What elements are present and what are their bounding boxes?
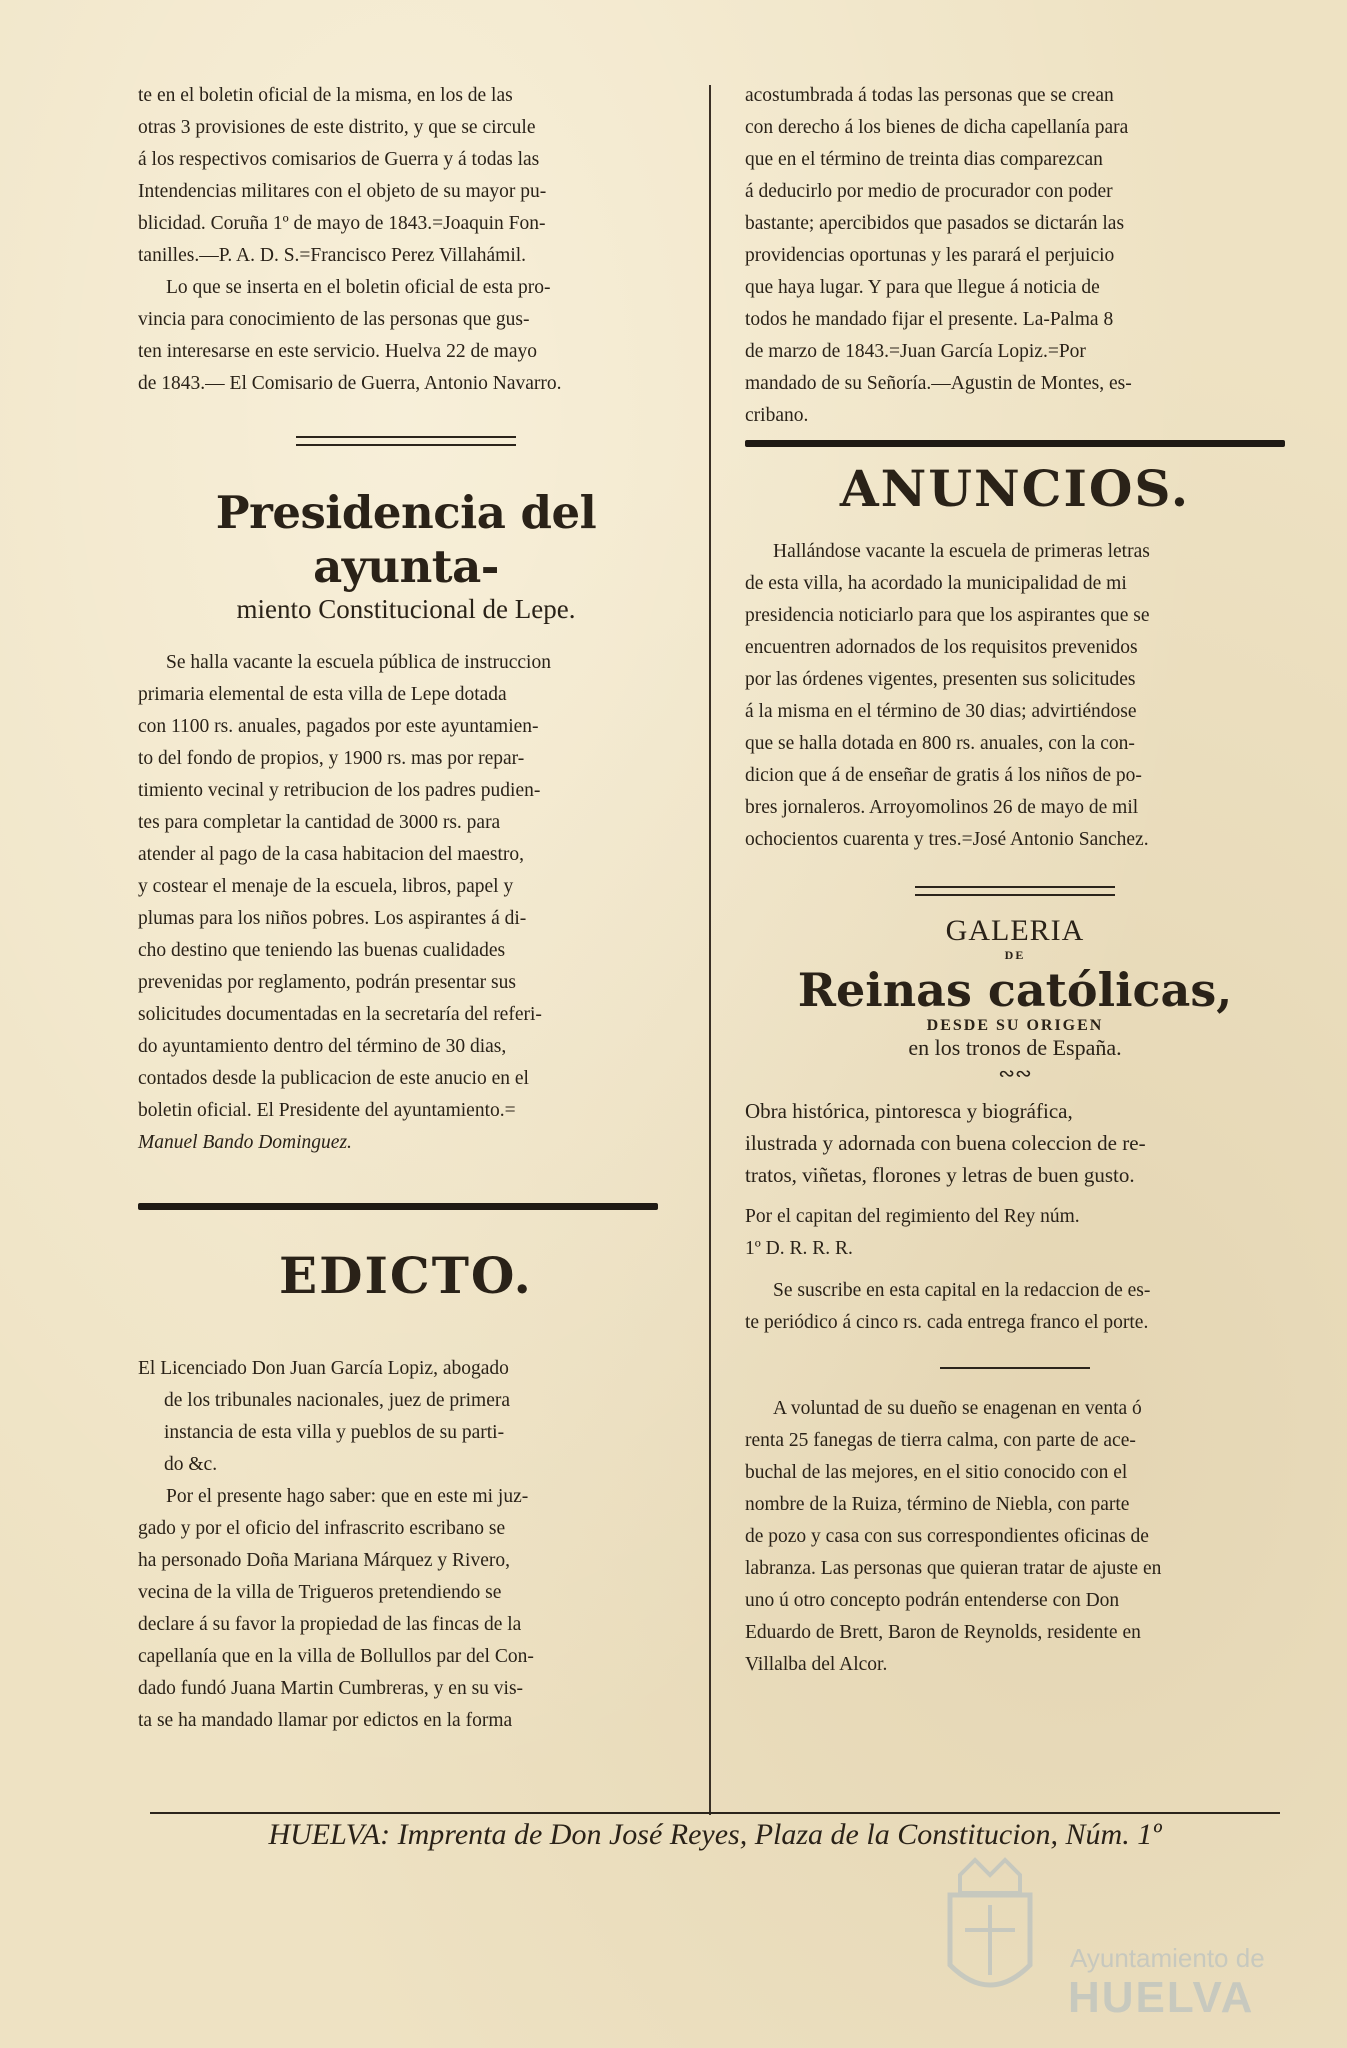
anuncios-heading: ANUNCIOS. [839, 459, 1191, 518]
left-column [138, 80, 674, 1737]
top-notice [138, 80, 674, 400]
text-line: bastante; apercibidos que pasados se dictarán las [745, 213, 1125, 234]
text-line: capellanía que en la villa de Bollullos par del Con- [138, 1646, 534, 1667]
text-line: que haya lugar. Y para que llegue á noticia de [745, 277, 1100, 298]
text-line: Se halla vacante la escuela pública de instruccion [166, 652, 551, 673]
flourish-ornament: ∾∾ [998, 1061, 1032, 1085]
text-line: dado fundó Juana Martin Cumbreras, y en su vis- [138, 1678, 524, 1699]
text-line: de 1843.— El Comisario de Guerra, Antonio Navarro. [138, 373, 562, 394]
text-line: cribano. [745, 405, 809, 426]
text-line: otras 3 provisiones de este distrito, y que se circule [138, 117, 536, 138]
text-line: ha personado Doña Mariana Márquez y Rivero, [138, 1550, 510, 1571]
text-line: que en el término de treinta dias comparezcan [745, 149, 1103, 170]
text-line: ten interesarse en este servicio. Huelva 22 de mayo [138, 341, 538, 362]
text-line: El Licenciado Don Juan García Lopiz, abogado [138, 1358, 509, 1379]
watermark-line2: HUELVA [1068, 1973, 1255, 2022]
text-line: Obra histórica, pintoresca y biográfica, [745, 1099, 1073, 1123]
text-line: de marzo de 1843.=Juan García Lopiz.=Por [745, 341, 1086, 362]
text-line: solicitudes documentadas en la secretaría del referi- [138, 1004, 542, 1025]
text-line: uno ú otro concepto podrán entenderse con Don [745, 1590, 1120, 1611]
text-line: acostumbrada á todas las personas que se crean [745, 85, 1114, 106]
text-line: timiento vecinal y retribucion de los padres pudien- [138, 780, 541, 801]
galeria-desde: DESDE SU ORIGEN [926, 1017, 1104, 1034]
coat-of-arms-icon [930, 1855, 1050, 2025]
section-divider [745, 440, 1285, 447]
text-line: do ayuntamiento dentro del término de 30 dias, [138, 1036, 507, 1057]
text-line: blicidad. Coruña 1º de mayo de 1843.=Joaquin Fon- [138, 213, 546, 234]
text-line: de pozo y casa con sus correspondientes oficinas de [745, 1526, 1149, 1547]
galeria-title: GALERIA [945, 914, 1085, 947]
text-line: contados desde la publicacion de este anucio en el [138, 1068, 529, 1089]
text-line: plumas para los niños pobres. Los aspirantes á di- [138, 908, 527, 929]
text-line: Por el presente hago saber: que en este mi juz- [166, 1486, 529, 1507]
edicto-continuation [745, 80, 1285, 432]
right-column [745, 80, 1285, 1681]
text-line: to del fondo de propios, y 1900 rs. mas por repar- [138, 748, 525, 769]
text-line: á deducirlo por medio de procurador con poder [745, 181, 1113, 202]
text-line: tratos, viñetas, florones y letras de buen gusto. [745, 1163, 1135, 1187]
presidencia-body [138, 647, 674, 1159]
text-line: providencias oportunas y les parará el perjuicio [745, 245, 1115, 266]
galeria-de: DE [1004, 948, 1026, 962]
text-line: vincia para conocimiento de las personas que gus- [138, 309, 530, 330]
venta-notice [745, 1393, 1285, 1681]
text-line: por las órdenes vigentes, presenten sus solicitudes [745, 669, 1136, 690]
presidencia-heading: Presidencia del ayunta- [215, 486, 597, 593]
text-line: Por el capitan del regimiento del Rey núm. [745, 1206, 1080, 1227]
text-line: y costear el menaje de la escuela, libros, papel y [138, 876, 514, 897]
text-line: prevenidas por reglamento, podrán presentar sus [138, 972, 516, 993]
text-line: primaria elemental de esta villa de Lepe dotada [138, 684, 507, 705]
text-line: ilustrada y adornada con buena coleccion de re- [745, 1131, 1146, 1155]
text-line: cho destino que teniendo las buenas cualidades [138, 940, 506, 961]
text-line: Eduardo de Brett, Baron de Reynolds, residente en [745, 1622, 1141, 1643]
text-line: ochocientos cuarenta y tres.=José Antonio Sanchez. [745, 829, 1149, 850]
text-line: con derecho á los bienes de dicha capellanía para [745, 117, 1129, 138]
text-line: presidencia noticiarlo para que los aspirantes que se [745, 605, 1150, 626]
text-line: gado y por el oficio del infrascrito escribano se [138, 1518, 506, 1539]
text-line: Intendencias militares con el objeto de su mayor pu- [138, 181, 547, 202]
text-line: Se suscribe en esta capital en la redaccion de es- [773, 1280, 1151, 1301]
text-line: que se halla dotada en 800 rs. anuales, con la con- [745, 733, 1135, 754]
edicto-heading: EDICTO. [279, 1246, 533, 1305]
text-line: ta se ha mandado llamar por edictos en la forma [138, 1710, 513, 1731]
text-line: renta 25 fanegas de tierra calma, con parte de ace- [745, 1430, 1136, 1451]
column-divider [709, 85, 711, 1815]
text-line: de los tribunales nacionales, juez de primera [164, 1390, 510, 1411]
edicto-body [138, 1481, 674, 1737]
text-line: dicion que á de enseñar de gratis á los niños de po- [745, 765, 1142, 786]
text-line: A voluntad de su dueño se enagenan en venta ó [773, 1398, 1142, 1419]
text-line: vecina de la villa de Trigueros pretendiendo se [138, 1582, 502, 1603]
anuncios-body [745, 536, 1285, 856]
text-line: de esta villa, ha acordado la municipalidad de mi [745, 573, 1127, 594]
text-line: á los respectivos comisarios de Guerra y á todas las [138, 149, 540, 170]
text-line: encuentren adornados de los requisitos prevenidos [745, 637, 1138, 658]
edicto-intro [138, 1353, 674, 1481]
galeria-advert [745, 914, 1285, 1339]
presidencia-subheading: miento Constitucional de Lepe. [236, 594, 576, 624]
text-line: instancia de esta villa y pueblos de su parti- [164, 1422, 505, 1443]
text-line: te en el boletin oficial de la misma, en los de las [138, 85, 513, 106]
text-line: declare á su favor la propiedad de las fincas de la [138, 1614, 522, 1635]
text-line: bres jornaleros. Arroyomolinos 26 de mayo de mil [745, 797, 1139, 818]
text-line: atender al pago de la casa habitacion del maestro, [138, 844, 525, 865]
signature-line: Manuel Bando Dominguez. [138, 1132, 352, 1153]
archive-watermark [930, 1855, 1290, 2035]
text-line: tes para completar la cantidad de 3000 rs. para [138, 812, 501, 833]
text-line: 1º D. R. R. R. [745, 1238, 853, 1259]
text-line: á la misma en el término de 30 dias; advirtiéndose [745, 701, 1137, 722]
text-line: do &c. [164, 1454, 218, 1475]
text-line: buchal de las mejores, en el sitio conocido con el [745, 1462, 1128, 1483]
text-line: mandado de su Señoría.—Agustin de Montes, es- [745, 373, 1132, 394]
footer-rule [150, 1812, 1280, 1814]
text-line: con 1100 rs. anuales, pagados por este ayuntamien- [138, 716, 539, 737]
section-divider [296, 436, 516, 446]
text-line: tanilles.—P. A. D. S.=Francisco Perez Villahámil. [138, 245, 527, 266]
text-line: te periódico á cinco rs. cada entrega franco el porte. [745, 1312, 1149, 1333]
watermark-line1: Ayuntamiento de [1070, 1943, 1265, 1973]
text-line: nombre de la Ruiza, término de Niebla, con parte [745, 1494, 1130, 1515]
text-line: Hallándose vacante la escuela de primeras letras [773, 541, 1150, 562]
imprint-footer: HUELVA: Imprenta de Don José Reyes, Plaza de la Constitucion, Núm. 1º [268, 1818, 1162, 1851]
galeria-tronos: en los tronos de España. [908, 1035, 1122, 1060]
section-divider [138, 1203, 658, 1210]
text-line: labranza. Las personas que quieran tratar de ajuste en [745, 1558, 1162, 1579]
text-line: boletin oficial. El Presidente del ayuntamiento.= [138, 1100, 516, 1121]
text-line: Lo que se inserta en el boletin oficial de esta pro- [166, 277, 551, 298]
text-line: todos he mandado fijar el presente. La-Palma 8 [745, 309, 1114, 330]
section-divider [915, 886, 1115, 896]
text-line: Villalba del Alcor. [745, 1654, 888, 1675]
galeria-main-title: Reinas católicas, [797, 963, 1233, 1017]
